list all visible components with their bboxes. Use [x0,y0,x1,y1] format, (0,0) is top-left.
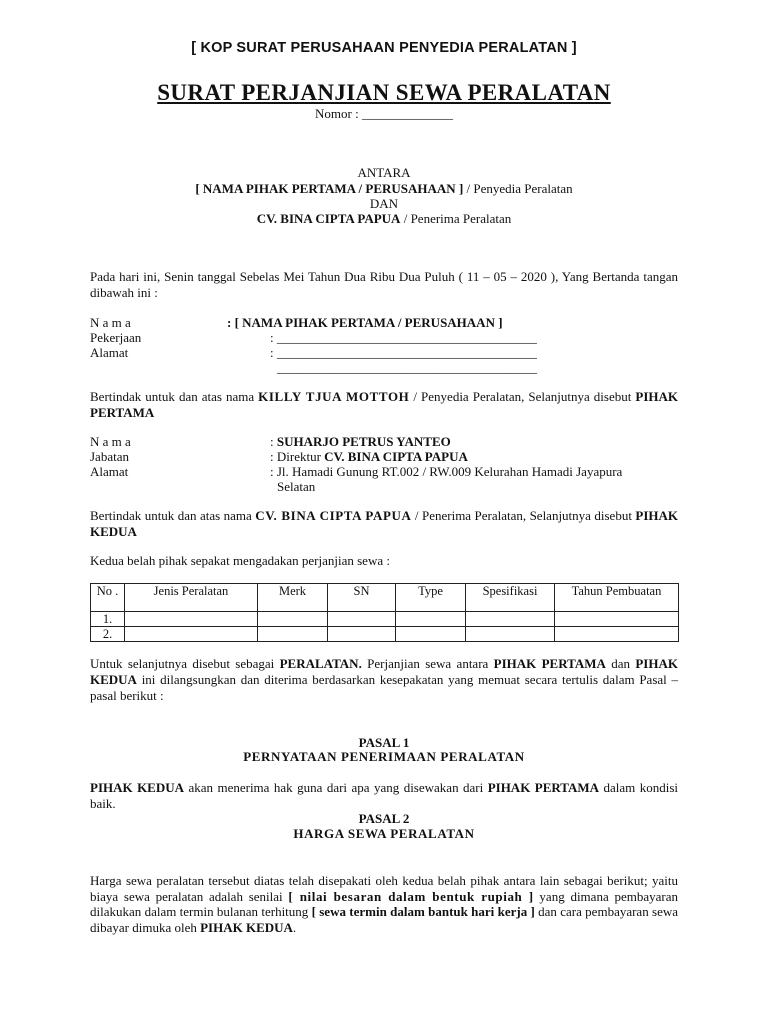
pihak-kedua-label: PIHAK KEDUA [90,656,678,687]
antara-label: ANTARA [357,165,411,180]
colon: : [270,434,277,449]
table-cell [396,612,466,627]
table-cell [125,612,258,627]
letterhead-placeholder: [ KOP SURAT PERUSAHAAN PENYEDIA PERALATAN ] [191,40,577,56]
text-span: Untuk selanjutnya disebut sebagai [90,656,280,671]
pihak-kedua-label: PIHAK KEDUA [200,919,293,935]
table-cell: 1. [91,612,125,627]
table-cell [328,612,396,627]
second-nama-label: N a m a [90,434,131,449]
text-span: dan cara pembayaran sewa dibayar dimuka oleh [90,904,679,935]
equipment-table [90,583,679,642]
first-party-name: [ NAMA PIHAK PERTAMA / PERUSAHAAN ] [195,181,464,196]
second-jabatan-row [270,449,468,464]
text-span: / Penyedia Peralatan, Selanjutnya disebut [409,389,636,404]
text-span: dan [605,656,636,671]
table-cell [555,627,679,642]
col-header-merk: Merk [258,584,328,612]
second-alamat-value-line2: Selatan [277,479,316,494]
text-span: Perjanjian sewa antara [361,656,494,671]
table-cell [466,612,555,627]
first-alamat-value-line2: ________________________________________ [277,360,537,375]
pihak-pertama-label: PIHAK PERTAMA [90,389,678,420]
intro-paragraph: Pada hari ini, Senin tanggal Sebelas Mei Tahun Dua Ribu Dua Puluh ( 11 – 05 – 2020 ), Yang Bertanda tangan dibawah ini : [90,269,678,300]
col-header-type: Type [396,584,466,612]
table-cell [396,627,466,642]
first-nama-value: : [ NAMA PIHAK PERTAMA / PERUSAHAAN ] [227,315,503,330]
col-header-no: No . [91,584,125,612]
second-party-paragraph [90,508,678,539]
second-party-rep-name: CV. BINA CIPTA PAPUA [255,508,412,523]
second-alamat-label: Alamat [90,464,129,479]
col-header-sn: SN [328,584,396,612]
second-party-line [0,211,768,226]
text-span: Harga sewa peralatan tersebut diatas telah disepakati oleh kedua belah pihak antara lain sebagai berikut; yaitu biaya sewa peralatan adalah senilai [90,873,678,904]
table-cell [258,627,328,642]
second-party-role: / Penerima Peralatan [400,211,512,226]
text-span: Bertindak untuk dan atas nama [90,389,259,404]
first-party-role: / Penyedia Peralatan [463,181,573,196]
table-cell [466,627,555,642]
first-pekerjaan-label: Pekerjaan [90,330,142,345]
text-span: Bertindak untuk dan atas nama [90,508,256,523]
pihak-kedua-label: PIHAK KEDUA [90,780,185,795]
pasal-1-paragraph [90,780,678,811]
table-row [91,612,679,627]
table-cell [258,612,328,627]
pihak-pertama-label: PIHAK PERTAMA [493,656,606,671]
dan-label: DAN [369,196,399,211]
first-party-line [0,181,768,196]
pihak-kedua-label: PIHAK KEDUA [90,508,678,539]
text-span: dalam kondisi baik. [90,780,678,811]
first-pekerjaan-value: : ________________________________________ [270,330,537,345]
table-row [91,627,679,642]
text-span: ini dilangsungkan dan diterima berdasarkan kesepakatan yang memuat secara tertulis dalam Pasal – pasal berikut : [90,672,678,703]
pasal-1-heading: PASAL 1 [358,735,410,750]
first-alamat-value: : ________________________________________ [270,345,537,360]
col-header-spesifikasi: Spesifikasi [466,584,555,612]
termin-placeholder: [ sewa termin dalam bantuk hari kerja ] [311,904,535,919]
jabatan-prefix: : Direktur [270,449,325,464]
pasal-2-paragraph [90,873,678,935]
text-span: / Penerima Peralatan, Selanjutnya disebut [411,508,636,523]
document-title: SURAT PERJANJIAN SEWA PERALATAN [157,80,611,105]
text-span: akan menerima hak guna dari apa yang disewakan dari [184,780,488,795]
col-header-jenis: Jenis Peralatan [125,584,258,612]
table-cell [555,612,679,627]
second-nama-row [270,434,451,449]
text-span: . [292,919,297,935]
document-number: Nomor : ______________ [315,106,453,121]
text-span: yang dimana pembayaran dilakukan dalam termin bulanan terhitung [90,888,678,919]
second-jabatan-label: Jabatan [90,449,129,464]
pihak-pertama-label: PIHAK PERTAMA [487,780,600,795]
peralatan-term: PERALATAN. [279,656,362,671]
pasal-1-title: PERNYATAAN PENERIMAAN PERALATAN [243,749,525,764]
agreement-intro: Kedua belah pihak sepakat mengadakan perjanjian sewa : [90,553,390,568]
col-header-tahun: Tahun Pembuatan [555,584,679,612]
table-cell: 2. [91,627,125,642]
table-cell [328,627,396,642]
second-alamat-value: : Jl. Hamadi Gunung RT.002 / RW.009 Kelurahan Hamadi Jayapura [270,464,623,479]
pasal-2-heading: PASAL 2 [358,811,410,826]
first-nama-label: N a m a [90,315,131,330]
second-nama-value: SUHARJO PETRUS YANTEO [276,434,451,449]
first-party-rep-name: KILLY TJUA MOTTOH [258,389,410,404]
first-alamat-label: Alamat [90,345,129,360]
first-party-paragraph [90,389,678,420]
table-header-row [91,584,679,612]
harga-placeholder: [ nilai besaran dalam bentuk rupiah ] [288,888,534,904]
pasal-2-title: HARGA SEWA PERALATAN [293,826,475,841]
table-cell [125,627,258,642]
second-jabatan-value: CV. BINA CIPTA PAPUA [324,449,468,464]
second-party-name: CV. BINA CIPTA PAPUA [256,211,401,226]
peralatan-paragraph [90,656,678,704]
